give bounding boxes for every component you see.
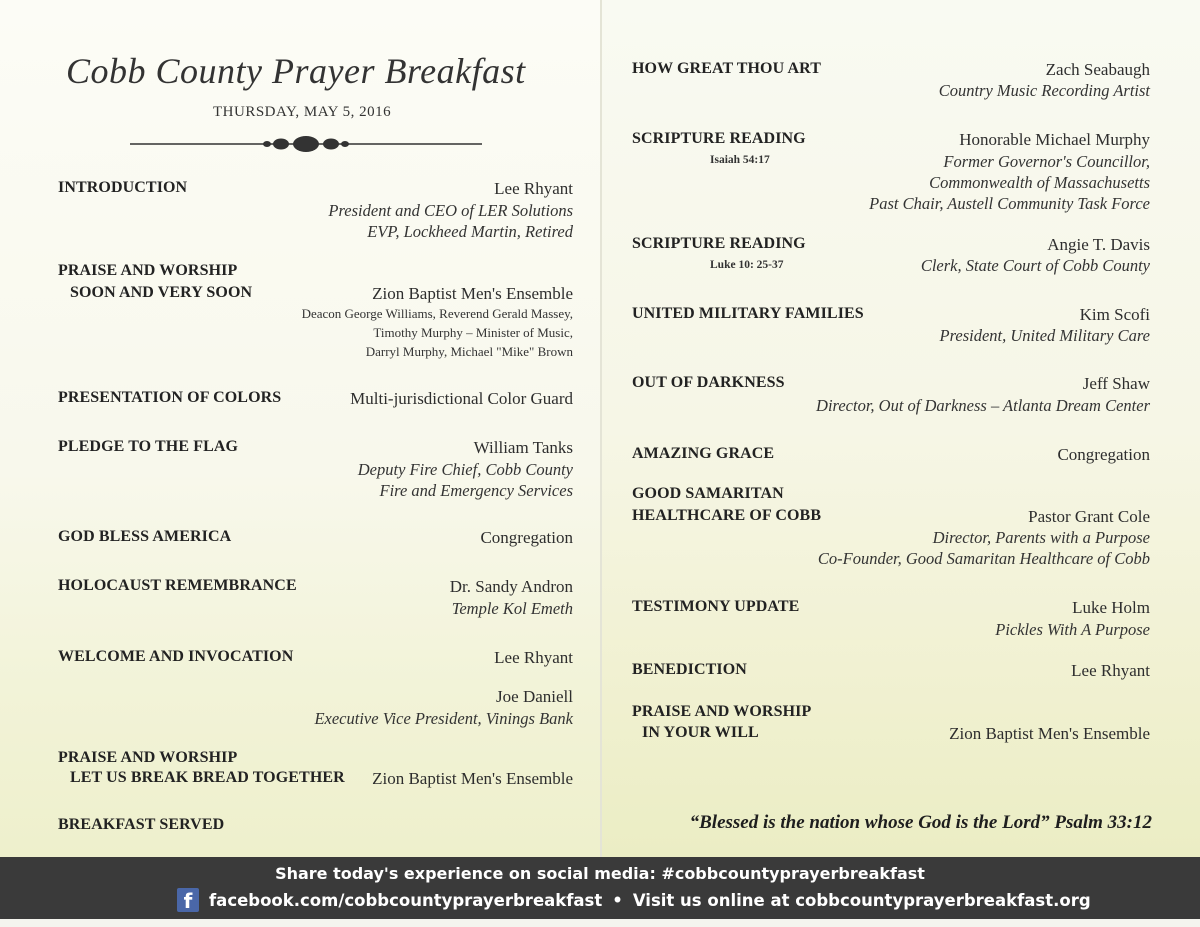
item-praise1-members: Darryl Murphy, Michael "Mike" Brown	[365, 344, 573, 359]
page-fold	[600, 0, 602, 857]
item-praise1-members: Deacon George Williams, Reverend Gerald Massey,	[301, 306, 573, 321]
item-military-label: UNITED MILITARY FAMILIES	[632, 305, 864, 322]
item-praise1-members: Timothy Murphy – Minister of Music,	[373, 325, 573, 340]
item-praise2-song: LET US BREAK BREAD TOGETHER	[70, 769, 345, 786]
item-darkness-label: OUT OF DARKNESS	[632, 374, 785, 391]
item-scripture1-name: Honorable Michael Murphy	[959, 130, 1150, 149]
item-god-bless-name: Congregation	[480, 528, 573, 547]
item-benediction-label: BENEDICTION	[632, 661, 747, 678]
item-testimony-name: Luke Holm	[1072, 598, 1150, 617]
item-colors-label: PRESENTATION OF COLORS	[58, 389, 282, 406]
item-welcome-role: Executive Vice President, Vinings Bank	[314, 709, 573, 728]
item-samaritan-label: GOOD SAMARITAN	[632, 485, 784, 502]
item-samaritan-role: Co-Founder, Good Samaritan Healthcare of Cobb	[817, 549, 1150, 568]
facebook-link[interactable]: facebook.com/cobbcountyprayerbreakfast	[209, 890, 603, 910]
item-how-great-name: Zach Seabaugh	[1045, 60, 1150, 79]
item-breakfast-label: BREAKFAST SERVED	[58, 816, 225, 833]
item-scripture2-name: Angie T. Davis	[1047, 235, 1150, 254]
item-pledge-name: William Tanks	[473, 438, 573, 457]
page-bottom-margin	[0, 919, 1200, 927]
item-amazing-grace-label: AMAZING GRACE	[632, 445, 775, 462]
item-praise2-name: Zion Baptist Men's Ensemble	[372, 769, 573, 788]
item-god-bless-label: GOD BLESS AMERICA	[58, 528, 232, 545]
item-praise3-song: IN YOUR WILL	[642, 724, 759, 741]
item-praise3-label: PRAISE AND WORSHIP	[632, 703, 812, 720]
item-holocaust-name: Dr. Sandy Andron	[449, 577, 573, 596]
item-welcome-name2: Joe Daniell	[496, 687, 573, 706]
website-link[interactable]: Visit us online at cobbcountyprayerbreakfast.org	[632, 890, 1091, 910]
item-holocaust-label: HOLOCAUST REMEMBRANCE	[58, 577, 297, 594]
item-military-role: President, United Military Care	[939, 326, 1150, 345]
item-praise1-song: SOON AND VERY SOON	[70, 284, 253, 301]
item-samaritan-label: HEALTHCARE OF COBB	[632, 507, 822, 524]
item-praise3-name: Zion Baptist Men's Ensemble	[949, 724, 1150, 743]
item-introduction-role: EVP, Lockheed Martin, Retired	[367, 222, 573, 241]
item-pledge-label: PLEDGE TO THE FLAG	[58, 438, 239, 455]
item-pledge-role: Deputy Fire Chief, Cobb County	[357, 460, 573, 479]
item-scripture2-label: SCRIPTURE READING	[632, 235, 806, 252]
item-scripture1-role: Past Chair, Austell Community Task Force	[869, 194, 1150, 213]
footer-banner	[0, 857, 1200, 919]
item-pledge-role: Fire and Emergency Services	[379, 481, 573, 500]
item-introduction-label: INTRODUCTION	[58, 179, 188, 196]
item-introduction-role: President and CEO of LER Solutions	[328, 201, 573, 220]
item-testimony-label: TESTIMONY UPDATE	[632, 598, 800, 615]
item-praise2-label: PRAISE AND WORSHIP	[58, 749, 238, 766]
item-scripture2-role: Clerk, State Court of Cobb County	[920, 256, 1150, 275]
item-scripture1-role: Former Governor's Councillor,	[943, 152, 1150, 171]
item-colors-name: Multi-jurisdictional Color Guard	[350, 389, 573, 408]
item-praise1-name: Zion Baptist Men's Ensemble	[372, 284, 573, 303]
item-amazing-grace-name: Congregation	[1057, 445, 1150, 464]
item-military-name: Kim Scofi	[1079, 305, 1150, 324]
program-title: Cobb County Prayer Breakfast	[66, 51, 526, 91]
closing-verse: “Blessed is the nation whose God is the Lord” Psalm 33:12	[689, 812, 1152, 833]
item-scripture2-ref: Luke 10: 25-37	[710, 259, 784, 271]
item-scripture1-role: Commonwealth of Massachusetts	[929, 173, 1150, 192]
footer-links	[177, 887, 1091, 913]
item-praise1-label: PRAISE AND WORSHIP	[58, 262, 238, 279]
divider-ornament	[130, 134, 482, 154]
footer-separator: •	[612, 890, 623, 910]
item-darkness-role: Director, Out of Darkness – Atlanta Dream Center	[816, 396, 1150, 415]
item-welcome-label: WELCOME AND INVOCATION	[58, 648, 294, 665]
item-samaritan-role: Director, Parents with a Purpose	[932, 528, 1150, 547]
facebook-icon: f	[177, 888, 199, 912]
social-media-text: Share today's experience on social media: #cobbcountyprayerbreakfast	[275, 864, 925, 883]
item-scripture1-ref: Isaiah 54:17	[710, 154, 770, 166]
item-how-great-label: HOW GREAT THOU ART	[632, 60, 821, 77]
item-darkness-name: Jeff Shaw	[1082, 374, 1150, 393]
item-samaritan-name: Pastor Grant Cole	[1028, 507, 1150, 526]
item-scripture1-label: SCRIPTURE READING	[632, 130, 806, 147]
program-date: THURSDAY, MAY 5, 2016	[213, 104, 392, 120]
item-introduction-name: Lee Rhyant	[494, 179, 573, 198]
item-benediction-name: Lee Rhyant	[1071, 661, 1150, 680]
item-welcome-name: Lee Rhyant	[494, 648, 573, 667]
item-holocaust-role: Temple Kol Emeth	[451, 599, 573, 618]
item-how-great-role: Country Music Recording Artist	[938, 81, 1150, 100]
item-testimony-role: Pickles With A Purpose	[995, 620, 1150, 639]
